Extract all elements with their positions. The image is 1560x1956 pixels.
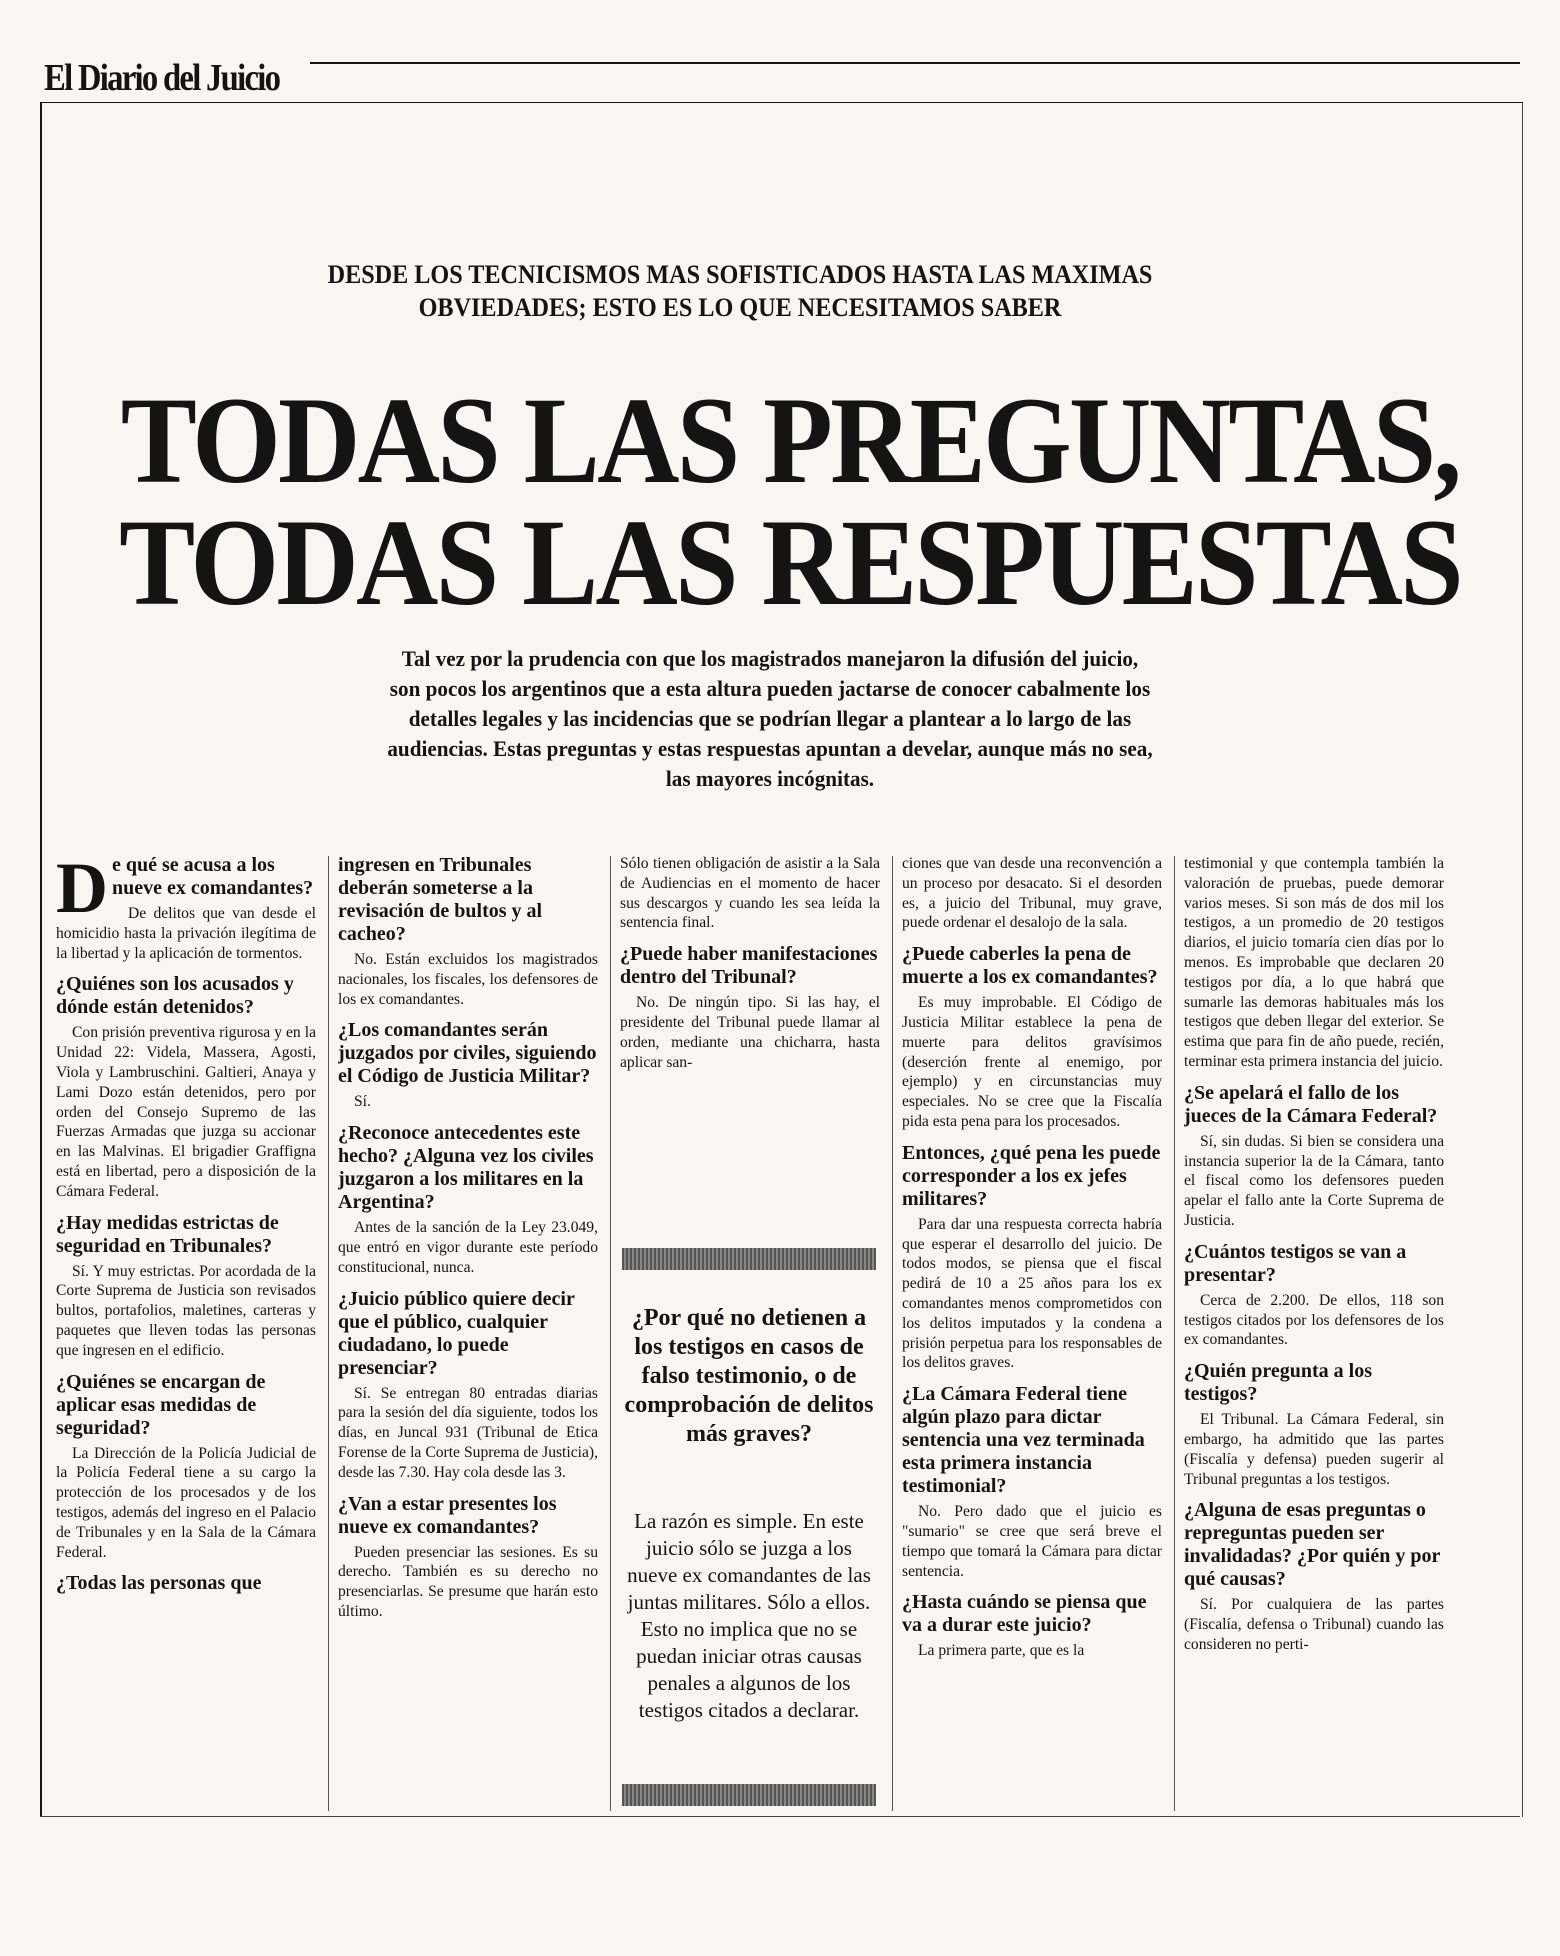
answer-paragraph: Sí. Se entregan 80 entradas diarias para la sesión del día siguiente, todos los días, en Juncal 931 (Tribunal de Etica Forense de la Corte Suprema de Justicia), desde las 7.30. Hay cola desde las 3. xyxy=(338,1384,598,1481)
column-rule xyxy=(610,856,611,1811)
masthead-name: El Diario del Juicio xyxy=(44,57,280,99)
headline xyxy=(118,372,1461,631)
answer-paragraph: No. Pero dado que el juicio es "sumario" se cree que será breve el tiempo que tomará la Cámara para dictar sentencia. xyxy=(902,1503,1162,1580)
answer-paragraph: No. De ningún tipo. Si las hay, el presidente del Tribunal puede llamar al orden, mediante una chicharra, hasta aplicar san- xyxy=(620,994,880,1071)
answer-paragraph: Sí. Y muy estrictas. Por acordada de la Corte Suprema de Justicia son revisados bultos, portafolios, maletines, carteras y paquetes que lleven todas las personas que ingresen en el edificio. xyxy=(56,1262,316,1359)
answer-paragraph: Antes de la sanción de la Ley 23.049, que entró en vigor durante este período constitucional, nunca. xyxy=(338,1219,598,1276)
answer-paragraph: Con prisión preventiva rigurosa y en la Unidad 22: Videla, Massera, Agosti, Viola y Lambruschini. Galtieri, Anaya y Lami Dozo están detenidos, pero por orden del Consejo Supremo de las Fuerzas Armadas que juzga su accionar en las Malvinas. El brigadier Graffigna está en libertad, pero a disposición de la Cámara Federal. xyxy=(56,1024,316,1200)
question-heading: ¿Puede haber manifestaciones dentro del Tribunal? xyxy=(620,943,878,989)
question-heading: ¿Hasta cuándo se piensa que va a durar este juicio? xyxy=(902,1591,1147,1637)
column-3 xyxy=(620,854,880,1214)
box-bar-bottom xyxy=(622,1784,876,1806)
answer-paragraph: Para dar una respuesta correcta habría que esperar el desarrollo del juicio. De todos modos, se piensa que el fiscal pedirá de 10 a 25 años para los ex comandantes menos comprometidos con los delitos imputados y la condena a prisión perpetua para los responsables de los delitos graves. xyxy=(902,1215,1162,1372)
question-heading: ¿Cuántos testigos se van a presentar? xyxy=(1184,1240,1407,1286)
question-heading: Entonces, ¿qué pena les puede corresponder a los ex jefes militares? xyxy=(902,1141,1161,1210)
question-heading: ingresen en Tribunales deberán someterse a la revisación de bultos y al cacheo? xyxy=(338,854,543,945)
column-1 xyxy=(56,854,316,1814)
question-heading xyxy=(56,854,316,928)
question-heading: ¿Reconoce antecedentes este hecho? ¿Alguna vez los civiles juzgaron a los militares en la Argentina? xyxy=(338,1122,594,1214)
kicker-line-1: DESDE LOS TECNICISMOS MAS SOFISTICADOS HASTA LAS MAXIMAS xyxy=(327,260,1153,289)
answer-paragraph: Sí, sin dudas. Si bien se considera una instancia superior la de la Cámara, tanto el fiscal como los defensores pueden apelar el fallo ante la Corte Suprema de Justicia. xyxy=(1184,1132,1444,1229)
question-heading: ¿Puede caberles la pena de muerte a los ex comandantes? xyxy=(902,943,1158,989)
answer-paragraph: testimonial y que contempla también la valoración de pruebas, puede demorar varios meses. Si son más de dos mil los testigos, a un promedio de 20 testigos diarios, el juicio tomaría cien días por lo menos. Es improbable que declaren 20 testigos por día, a lo que habrá que sumarle las demoras habituales más los testigos que deben llegar del exterior. Se estima que para fin de año puede, recién, terminar esta primera instancia del juicio. xyxy=(1184,855,1444,1070)
answer-paragraph: ciones que van desde una reconvención a un proceso por desacato. Si el desorden es, a juicio del Tribunal, muy grave, puede ordenar el desalojo de la sala. xyxy=(902,855,1162,932)
kicker xyxy=(275,258,1205,324)
box-answer: La razón es simple. En este juicio sólo se juzga a los nueve ex comandantes de las juntas militares. Sólo a ellos. Esto no implica que no se puedan iniciar otras causas penales a algunos de los testigos citados a declarar. xyxy=(627,1509,871,1722)
answer-paragraph: Sólo tienen obligación de asistir a la Sala de Audiencias en el momento de hacer sus descargos y cuando les sea leída la sentencia final. xyxy=(620,855,880,932)
question-text: e qué se acusa a los nueve ex comandantes? xyxy=(112,854,314,899)
box-bar-top xyxy=(622,1248,876,1270)
question-heading: ¿Todas las personas que xyxy=(56,1572,262,1595)
answer-paragraph: Pueden presenciar las sesiones. Es su derecho. También es su derecho no presenciarlas. Se presume que harán esto último. xyxy=(338,1543,598,1620)
lead-paragraph: Tal vez por la prudencia con que los magistrados manejaron la difusión del juicio, son pocos los argentinos que a esta altura pueden jactarse de conocer cabalmente los detalles legales y las incidencias que se podrían llegar a plantear a lo largo de las audiencias. Estas preguntas y estas respuestas apuntan a develar, aunque más no sea, las mayores incógnitas. xyxy=(387,646,1153,791)
column-rule xyxy=(892,856,893,1811)
question-heading: ¿Se apelará el fallo de los jueces de la Cámara Federal? xyxy=(1184,1081,1438,1127)
answer-paragraph: La Dirección de la Policía Judicial de la Policía Federal tiene a su cargo la protección de los procesados y de los testigos, además del ingreso en el Palacio de Tribunales y en la Sala de la Cámara Federal. xyxy=(56,1444,316,1561)
answer-paragraph: De delitos que van desde el homicidio hasta la privación ilegítima de la libertad y la aplicación de tormentos. xyxy=(56,905,316,962)
drop-cap: D xyxy=(56,854,108,928)
question-heading: ¿Alguna de esas preguntas o repreguntas pueden ser invalidadas? ¿Por quién y por qué causas? xyxy=(1184,1499,1440,1591)
question-heading: ¿Quién pregunta a los testigos? xyxy=(1184,1360,1372,1406)
column-rule xyxy=(328,856,329,1811)
question-heading: ¿Quiénes se encargan de aplicar esas medidas de seguridad? xyxy=(56,1370,266,1439)
masthead xyxy=(40,56,1520,100)
answer-paragraph: Es muy improbable. El Código de Justicia Militar establece la pena de muerte para delitos gravísimos (deserción frente al enemigo, por ejemplo) y en circunstancias muy especiales. No se cree que la Fiscalía pida esta pena para los procesados. xyxy=(902,994,1162,1130)
question-heading: ¿Los comandantes serán juzgados por civiles, siguiendo el Código de Justicia Militar? xyxy=(338,1019,597,1088)
question-heading: ¿Van a estar presentes los nueve ex comandantes? xyxy=(338,1492,557,1538)
answer-paragraph: El Tribunal. La Cámara Federal, sin embargo, ha admitido que las partes (Fiscalía y defensa) pueden sugerir al Tribunal preguntas a los testigos. xyxy=(1184,1411,1444,1488)
masthead-rule xyxy=(310,62,1520,64)
answer-paragraph: Sí. xyxy=(354,1093,371,1111)
question-heading: ¿Hay medidas estrictas de seguridad en Tribunales? xyxy=(56,1211,279,1257)
column-2 xyxy=(338,854,598,1814)
page-frame-bottom xyxy=(40,1816,1520,1817)
highlight-box xyxy=(622,1248,876,1808)
box-question: ¿Por qué no detienen a los testigos en casos de falso testimonio, o de comprobación de delitos más graves? xyxy=(624,1305,874,1447)
answer-paragraph: Cerca de 2.200. De ellos, 118 son testigos citados por los defensores de los ex comandantes. xyxy=(1184,1291,1444,1349)
answer-paragraph: La primera parte, que es la xyxy=(918,1642,1085,1660)
column-5 xyxy=(1184,854,1444,1814)
question-heading: ¿La Cámara Federal tiene algún plazo para dictar sentencia una vez terminada esta primera instancia testimonial? xyxy=(902,1383,1145,1498)
headline-line-1: TODAS LAS PREGUNTAS, xyxy=(120,372,1460,509)
column-rule xyxy=(1174,856,1175,1811)
question-heading: ¿Quiénes son los acusados y dónde están detenidos? xyxy=(56,973,294,1019)
kicker-line-2: OBVIEDADES; ESTO ES LO QUE NECESITAMOS SABER xyxy=(418,293,1062,322)
question-heading: ¿Juicio público quiere decir que el público, cualquier ciudadano, lo puede presenciar? xyxy=(338,1287,575,1379)
headline-line-2: TODAS LAS RESPUESTAS xyxy=(119,494,1461,631)
answer-paragraph: No. Están excluidos los magistrados nacionales, los fiscales, los defensores de los ex comandantes. xyxy=(338,951,598,1008)
column-4 xyxy=(902,854,1162,1814)
answer-paragraph: Sí. Por cualquiera de las partes (Fiscalía, defensa o Tribunal) cuando las consideren no perti- xyxy=(1184,1596,1444,1653)
